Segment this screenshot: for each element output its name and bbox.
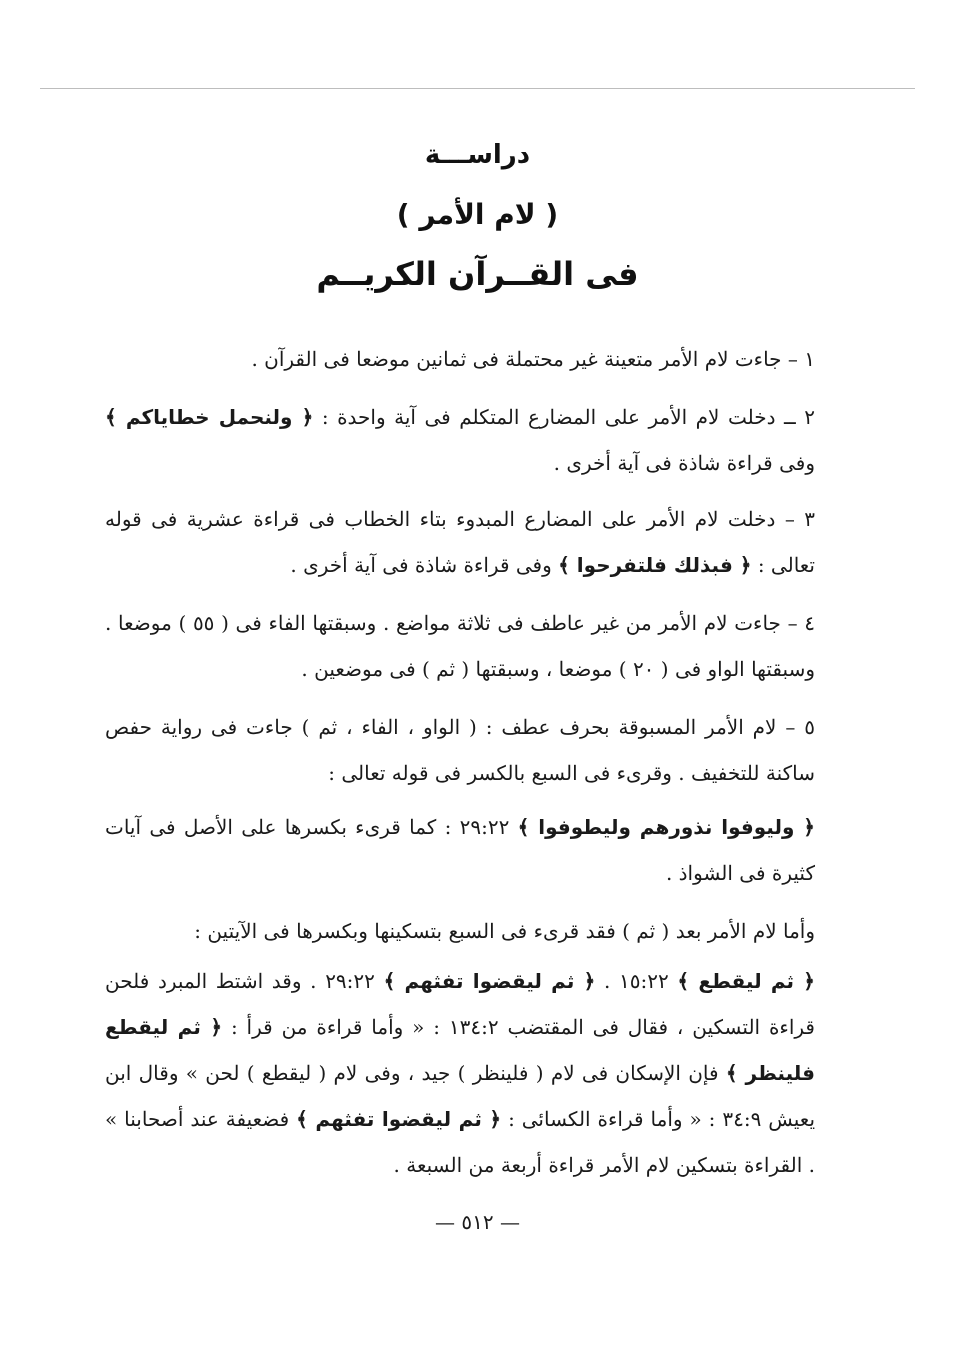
- heading-lam-al-amr: ( لام الأمر ): [396, 198, 559, 231]
- paragraph-6-text: ٢٩:٢٢ : كما قرىء بكسرها على الأصل فى آيات كثيرة فى الشواذ .: [105, 815, 815, 885]
- paragraph-7: وأما لام الأمر بعد ( ثم ) فقد قرىء فى السبع بتسكينها وبكسرها فى الآيتين :: [194, 919, 815, 943]
- heading-in-quran: فى القــرآن الكريــم: [316, 255, 639, 293]
- paragraph-3: [105, 496, 815, 588]
- paragraph-8-ref-1: ١٥:٢٢ .: [604, 969, 669, 993]
- quran-quote-walnahmil: ﴿ ولنحمل خطاياكم ﴾: [105, 405, 314, 429]
- quran-quote-fabidhalik: ﴿ فبذلك فلتفرحوا ﴾: [558, 553, 752, 577]
- quran-quote-walyufu: ﴿ وليوفوا نذورهم وليطوفوا ﴾: [517, 815, 815, 839]
- quran-quote-falyanzur: ﴿ ثم ليقطع فلينظر ﴾: [105, 1015, 816, 1085]
- paragraph-8-ref-3: فإن الإسكان فى لام ( فلينظر ) جيد ، وفى لام ( ليقطع ) لحن » وقال ابن يعيش ٣٤:٩ : « وأما قراءة الكسائى :: [105, 1061, 816, 1131]
- quran-quote-thumma-liyaqdu-2: ﴿ ثم ليقضوا تفثهم ﴾: [296, 1107, 502, 1131]
- paragraph-8-ref-2: ٢٩:٢٢ . وقد اشتط المبرد فلحن قراءة التسكين ، فقال فى المقتضب ١٣٤:٢ : « وأما قراءة من قرأ :: [105, 969, 815, 1039]
- page-number: — ٥١٢ —: [435, 1210, 520, 1234]
- paragraph-3-text-a: ٣ – دخلت لام الأمر على المضارع المبدوء بتاء الخطاب فى قراءة عشرية فى قوله تعالى :: [105, 507, 815, 577]
- paragraph-4: ٤ – جاءت لام الأمر من غير عاطف فى ثلاثة مواضع . وسبقتها الفاء فى ( ٥٥ ) موضعا . وسبقتها الواو فى ( ٢٠ ) موضعا ، وسبقتها ( ثم ) فى موضعين .: [105, 611, 815, 681]
- paragraph-2-text-a: ٢ ــ دخلت لام الأمر على المضارع المتكلم فى آية واحدة :: [321, 405, 815, 429]
- top-rule: [40, 88, 915, 89]
- paragraph-2: [105, 394, 815, 486]
- quran-quote-thumma-liyaqdu: ﴿ ثم ليقضوا تفثهم ﴾: [383, 969, 596, 993]
- paragraph-1: ١ – جاءت لام الأمر متعينة غير محتملة فى ثمانين موضعا فى القرآن .: [251, 347, 815, 371]
- paragraph-8-ref-4: فضعيفة عند أصحابنا » . القراءة بتسكين لام الأمر قراءة أربعة من السبعة .: [105, 1107, 815, 1177]
- quran-quote-thumma-liyaqta: ﴿ ثم ليقطع ﴾: [677, 969, 816, 993]
- paragraph-6: [105, 804, 815, 896]
- heading-study: دراســـة: [424, 140, 531, 170]
- paragraph-2-text-b: وفى قراءة شاذة فى آية أخرى .: [553, 451, 815, 475]
- paragraph-8: [105, 958, 815, 1188]
- paragraph-3-text-b: وفى قراءة شاذة فى آية أخرى .: [290, 553, 552, 577]
- paragraph-5: ٥ – لام الأمر المسبوقة بحرف عطف : ( الواو ، الفاء ، ثم ) جاءت فى رواية حفص ساكنة للتخفيف . وقرىء فى السبع بالكسر فى قوله تعالى :: [105, 715, 815, 785]
